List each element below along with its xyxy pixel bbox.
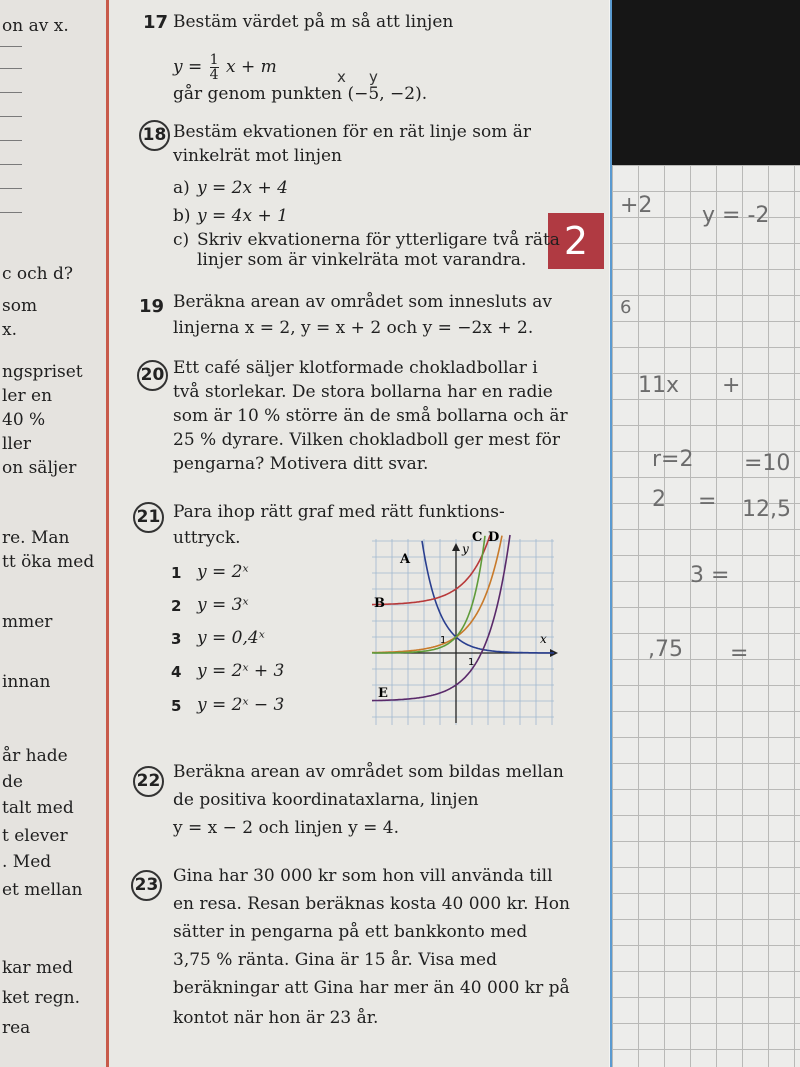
curve-label-a: A bbox=[400, 552, 411, 567]
left-text: kar med bbox=[2, 958, 74, 978]
problem-text: Bestäm ekvationen för en rät linje som är bbox=[173, 122, 532, 142]
left-rule bbox=[0, 92, 22, 93]
handwriting: 11x bbox=[638, 373, 680, 398]
problem-text: Beräkna arean av området som bildas mellan bbox=[173, 762, 564, 782]
handwriting: y bbox=[369, 68, 378, 86]
left-text: t elever bbox=[2, 826, 68, 846]
left-text: re. Man bbox=[2, 528, 70, 548]
problem-number: 22 bbox=[133, 766, 164, 797]
problem-number: 23 bbox=[131, 870, 162, 901]
left-text: innan bbox=[2, 672, 51, 692]
option-equation: y = 2ˣ − 3 bbox=[197, 695, 285, 715]
option-equation: y = 0,4ˣ bbox=[197, 628, 265, 648]
subproblem-label: b) bbox=[173, 206, 191, 226]
handwriting: 12,5 bbox=[742, 497, 791, 522]
grid-paper bbox=[612, 165, 800, 1067]
problem-text: två storlekar. De stora bollarna har en radie bbox=[173, 382, 553, 402]
option-number: 3 bbox=[171, 630, 182, 648]
problem-text: Beräkna arean av området som innesluts av bbox=[173, 292, 553, 312]
subproblem-label: a) bbox=[173, 178, 190, 198]
problem-number: 18 bbox=[139, 120, 170, 151]
option-equation: y = 2ˣ bbox=[197, 562, 249, 582]
left-rule bbox=[0, 164, 22, 165]
left-text: . Med bbox=[2, 852, 52, 872]
problem-text: Ett café säljer klotformade chokladbollar i bbox=[173, 358, 538, 378]
left-text: rea bbox=[2, 1018, 31, 1038]
handwriting: y = -2 bbox=[702, 203, 770, 228]
problem-text: som är 10 % större än de små bollarna och är bbox=[173, 406, 568, 426]
eq-part: x + m bbox=[226, 57, 277, 77]
problem-text: sätter in pengarna på ett bankkonto med bbox=[173, 922, 528, 942]
left-rule bbox=[0, 212, 22, 213]
left-text: ller bbox=[2, 434, 32, 454]
equation: y = 2x + 4 bbox=[197, 178, 288, 198]
handwriting: = bbox=[698, 489, 717, 514]
handwriting: 3 = bbox=[690, 563, 730, 588]
handwriting: r=2 bbox=[652, 447, 694, 472]
equation bbox=[173, 53, 277, 82]
option-number: 4 bbox=[171, 663, 182, 681]
option-number: 5 bbox=[171, 697, 182, 715]
problem-text: uttryck. bbox=[173, 528, 241, 548]
y-axis-label: y bbox=[462, 542, 469, 556]
left-rule bbox=[0, 140, 22, 141]
fraction-denominator: 4 bbox=[209, 67, 219, 83]
option-equation: y = 2ˣ + 3 bbox=[197, 661, 285, 681]
problem-text: de positiva koordinataxlarna, linjen bbox=[173, 790, 479, 810]
handwriting: x bbox=[337, 68, 346, 86]
left-rule bbox=[0, 116, 22, 117]
problem-number: 21 bbox=[133, 502, 164, 533]
left-text: ngspriset bbox=[2, 362, 83, 382]
left-text: mmer bbox=[2, 612, 53, 632]
problem-text: linjer som är vinkelräta mot varandra. bbox=[197, 250, 527, 270]
problem-number: 17 bbox=[143, 12, 169, 33]
problem-number: 19 bbox=[139, 296, 165, 317]
problem-text: vinkelrät mot linjen bbox=[173, 146, 342, 166]
curve-label-b: B bbox=[374, 596, 385, 611]
problem-text: 3,75 % ränta. Gina är 15 år. Visa med bbox=[173, 950, 497, 970]
left-text: ket regn. bbox=[2, 988, 81, 1008]
chapter-tab: 2 bbox=[548, 213, 604, 269]
problem-text: beräkningar att Gina har mer än 40 000 kr på bbox=[173, 978, 570, 998]
tick-label: 1 bbox=[468, 657, 475, 668]
handwriting: 6 bbox=[620, 297, 632, 318]
left-text: c och d? bbox=[2, 264, 74, 284]
option-number: 2 bbox=[171, 597, 182, 615]
tick-label: 1 bbox=[440, 635, 447, 646]
problem-text: en resa. Resan beräknas kosta 40 000 kr. Hon bbox=[173, 894, 570, 914]
problem-text: linjerna x = 2, y = x + 2 och y = −2x + 2. bbox=[173, 318, 534, 338]
eq-part: y = bbox=[173, 57, 203, 77]
left-text: on av x. bbox=[2, 16, 69, 36]
problem-text: går genom punkten (−5, −2). bbox=[173, 84, 428, 104]
problem-number: 20 bbox=[137, 360, 168, 391]
left-rule bbox=[0, 68, 22, 69]
fraction bbox=[210, 53, 219, 82]
left-text: talt med bbox=[2, 798, 74, 818]
handwriting: 2 bbox=[652, 487, 666, 512]
left-text: tt öka med bbox=[2, 552, 95, 572]
x-axis-label: x bbox=[540, 632, 547, 646]
problem-text: Skriv ekvationerna för ytterligare två räta bbox=[197, 230, 560, 250]
handwriting: =10 bbox=[744, 451, 791, 476]
left-text: x. bbox=[2, 320, 17, 340]
left-text: ler en bbox=[2, 386, 53, 406]
left-page bbox=[0, 0, 110, 1067]
problem-text: Gina har 30 000 kr som hon vill använda till bbox=[173, 866, 553, 886]
left-text: et mellan bbox=[2, 880, 83, 900]
subproblem-label: c) bbox=[173, 230, 190, 250]
fraction-numerator: 1 bbox=[209, 52, 219, 68]
table-background bbox=[606, 0, 800, 170]
left-rule bbox=[0, 46, 22, 47]
left-rule bbox=[0, 188, 22, 189]
option-number: 1 bbox=[171, 564, 182, 582]
problem-text: Bestäm värdet på m så att linjen bbox=[173, 12, 454, 32]
curve-e bbox=[372, 535, 510, 701]
left-text: år hade bbox=[2, 746, 68, 766]
equation: y = 4x + 1 bbox=[197, 206, 288, 226]
y-axis-arrow bbox=[452, 543, 460, 551]
curve-label-c: C bbox=[472, 530, 483, 545]
curve-label-d: D bbox=[488, 530, 500, 545]
curve-label-e: E bbox=[378, 686, 388, 701]
problem-text: Para ihop rätt graf med rätt funktions- bbox=[173, 502, 505, 522]
handwriting: + bbox=[722, 373, 741, 398]
problem-text: kontot när hon är 23 år. bbox=[173, 1008, 379, 1028]
handwriting: = bbox=[730, 641, 749, 666]
left-text: on säljer bbox=[2, 458, 77, 478]
function-graph bbox=[368, 525, 564, 730]
problem-text: 25 % dyrare. Vilken chokladboll ger mest för bbox=[173, 430, 561, 450]
handwriting: ,75 bbox=[648, 637, 683, 662]
left-text: 40 % bbox=[2, 410, 46, 430]
option-equation: y = 3ˣ bbox=[197, 595, 249, 615]
problem-text: pengarna? Motivera ditt svar. bbox=[173, 454, 429, 474]
left-text: de bbox=[2, 772, 23, 792]
left-text: som bbox=[2, 296, 38, 316]
handwriting: +2 bbox=[620, 193, 653, 218]
problem-text: y = x − 2 och linjen y = 4. bbox=[173, 818, 400, 838]
